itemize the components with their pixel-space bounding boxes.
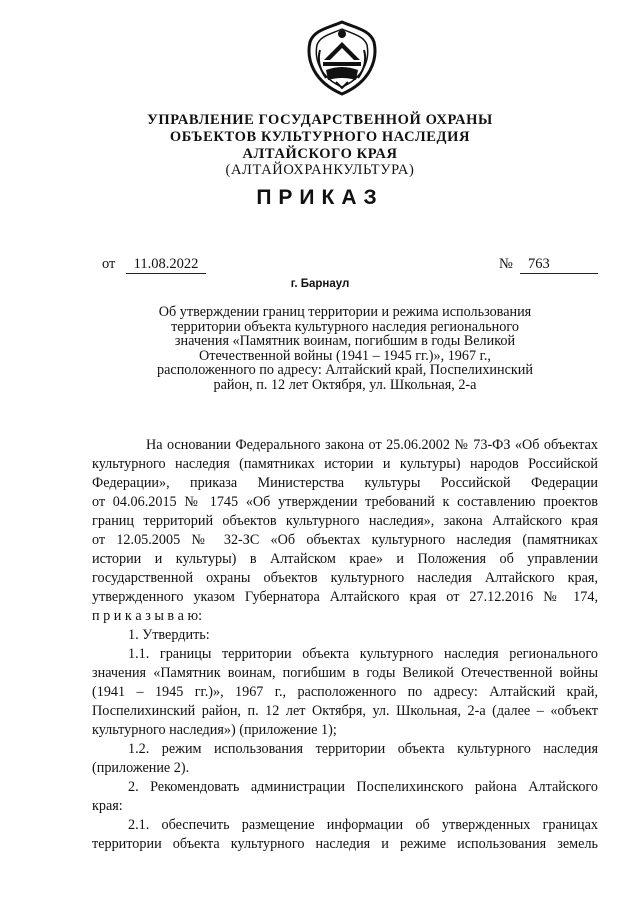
body-line-item-2: 2. Рекомендовать администрации Поспелихинского района Алтайского xyxy=(128,779,598,795)
document-subject xyxy=(140,305,550,392)
body-line: от 04.06.2015 № 1745 «Об утверждении требований к составлению проектов xyxy=(92,494,598,510)
body-line-item-1-2: 1.2. режим использования территории объекта культурного наследия xyxy=(128,741,598,757)
body-line: государственной охраны объектов культурного наследия Алтайского края, xyxy=(92,570,598,586)
subject-line: Отечественной войны (1941 – 1945 гг.)», 1967 г., xyxy=(199,347,491,364)
subject-line: Об утверждении границ территории и режима использования xyxy=(158,304,532,320)
body-line: значения «Памятник воинам, погибшим в годы Великой Отечественной войны xyxy=(92,665,598,681)
body-line: Поспелихинский район, п. 12 лет Октября, ул. Школьная, 2-а (далее – «объект xyxy=(92,703,598,719)
body-line-item-2-1: 2.1. обеспечить размещение информации об утвержденных границах xyxy=(128,817,598,833)
document-number: 763 xyxy=(520,256,598,274)
body-line: границ территорий объектов культурного наследия», закона Алтайского края xyxy=(92,513,598,529)
subject-line: район, п. 12 лет Октября, ул. Школьная, 2-а xyxy=(213,376,477,393)
body-line: На основании Федерального закона от 25.06.2002 № 73-ФЗ «Об объектах xyxy=(146,437,598,453)
coat-of-arms-emblem xyxy=(306,20,378,96)
body-line-item-1: 1. Утвердить: xyxy=(128,627,210,643)
body-line: культурного наследия (памятниках истории и культуры) народов Российской xyxy=(92,456,598,472)
org-name-line-2: ОБЪЕКТОВ КУЛЬТУРНОГО НАСЛЕДИЯ xyxy=(169,129,471,145)
document-date: 11.08.2022 xyxy=(126,256,206,274)
body-line: (1941 – 1945 гг.)», 1967 г., расположенного по адресу: Алтайский край, xyxy=(92,684,598,700)
body-line-item-1-1: 1.1. границы территории объекта культурного наследия регионального xyxy=(128,646,598,662)
body-line: утвержденного указом Губернатора Алтайского края от 27.12.2016 № 174, xyxy=(92,589,598,605)
date-label: от xyxy=(102,256,116,272)
org-name-line-1: УПРАВЛЕНИЕ ГОСУДАРСТВЕННОЙ ОХРАНЫ xyxy=(147,112,493,128)
city: г. Барнаул xyxy=(290,278,350,290)
subject-line: территории объекта культурного наследия регионального xyxy=(171,318,519,335)
body-line: края: xyxy=(92,798,123,814)
document-title: ПРИКАЗ xyxy=(256,186,384,209)
org-short-name: (АЛТАЙОХРАНКУЛЬТУРА) xyxy=(225,162,415,178)
subject-line: расположенного по адресу: Алтайский край, Поспелихинский xyxy=(157,362,533,378)
body-line-decree-word: п р и к а з ы в а ю: xyxy=(92,608,203,624)
subject-line: значения «Памятник воинам, погибшим в годы Великой xyxy=(174,333,516,349)
body-line: (приложение 2). xyxy=(92,760,190,776)
body-line: культурного наследия») (приложение 1); xyxy=(92,722,337,738)
org-name-line-3: АЛТАЙСКОГО КРАЯ xyxy=(242,146,398,162)
body-line: Федерации», приказа Министерства культуры Российской Федерации xyxy=(92,475,598,491)
number-label: № xyxy=(499,256,513,272)
body-line: от 12.05.2005 № 32-ЗС «Об объектах культурного наследия (памятниках xyxy=(92,532,598,548)
body-line: истории и культуры) в Алтайском крае» и Положения об управлении xyxy=(92,551,598,567)
body-line: территории объекта культурного наследия и режиме использования земель xyxy=(92,836,598,852)
